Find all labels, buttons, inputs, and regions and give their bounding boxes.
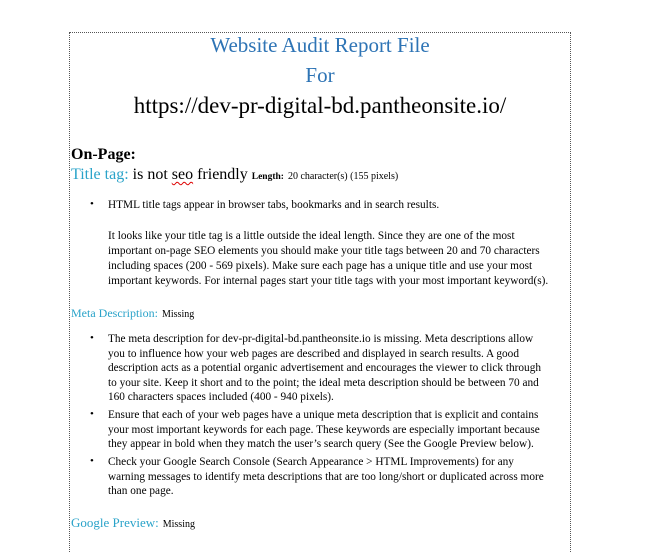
- meta-description-label: Meta Description:: [71, 306, 158, 320]
- title-tag-length-value: 20 character(s) (155 pixels): [287, 171, 399, 182]
- bullet-line: they appear in bold when they match the user’s search query (See the Google Preview below).: [108, 438, 534, 450]
- title-tag-status-post: friendly: [197, 166, 248, 183]
- bullet-dot: •: [90, 332, 94, 344]
- paragraph-line: It looks like your title tag is a little outside the ideal length. Since they are one of the most: [108, 230, 515, 242]
- bullet-line: warning messages to identify meta descriptions that are too long/short or duplicated across more: [108, 470, 544, 483]
- paragraph-line: important keywords. For internal pages start your title tags with your most important keyword(s).: [108, 275, 549, 287]
- meta-bullet-2: [108, 408, 570, 452]
- meta-description-status: Missing: [161, 309, 195, 320]
- bullet-dot: •: [90, 408, 94, 420]
- report-title-for: For: [305, 63, 335, 87]
- title-tag-paragraph: [108, 229, 568, 289]
- paragraph-line: important on-page SEO elements you should make your title tags between 20 and 70 characters: [108, 245, 540, 257]
- bullet-dot: •: [90, 455, 94, 467]
- bullet-line: to your site. Keep it short and to the point; the ideal meta description should be between 70 and: [108, 376, 539, 389]
- title-tag-bullet: HTML title tags appear in browser tabs, bookmarks and in search results.: [108, 199, 440, 211]
- document-page: [69, 32, 571, 552]
- google-preview-label: Google Preview:: [71, 515, 159, 530]
- meta-bullet-1: [108, 332, 570, 405]
- google-preview-row: [71, 514, 195, 532]
- title-tag-row: [71, 166, 398, 184]
- title-tag-status-flag: seo: [171, 166, 194, 183]
- title-tag-length-label: Length:: [251, 172, 284, 182]
- bullet-line: you to influence how your web pages are described and displayed in search results. A good: [108, 347, 519, 360]
- bullet-line: 160 characters spaces included (400 - 940 pixels).: [108, 391, 334, 403]
- meta-description-row: [71, 304, 194, 322]
- bullet-line: Check your Google Search Console (Search Appearance > HTML Improvements) for any: [108, 456, 514, 468]
- title-tag-status-pre: is not: [132, 166, 168, 183]
- report-title: Website Audit Report File: [210, 33, 430, 57]
- bullet-line: Ensure that each of your web pages have a unique meta description that is explicit and contains: [108, 409, 539, 421]
- paragraph-line: including spaces (200 - 569 pixels). Make sure each page has a unique title and use your most: [108, 260, 533, 272]
- bullet-line: description acts as a potential organic advertisement and encourages the viewer to click through: [108, 362, 541, 374]
- bullet-line: The meta description for dev-pr-digital-bd.pantheonsite.io is missing. Meta descriptions allow: [108, 333, 534, 345]
- bullet-dot: •: [90, 198, 94, 210]
- title-tag-label: Title tag:: [71, 166, 129, 183]
- meta-bullet-3: [108, 455, 570, 499]
- bullet-line: your most important keywords for each page. These keywords are especially important because: [108, 423, 540, 436]
- on-page-heading: On-Page:: [71, 146, 136, 163]
- bullet-line: than one page.: [108, 485, 174, 497]
- google-preview-status: Missing: [162, 519, 195, 530]
- report-url: https://dev-pr-digital-bd.pantheonsite.io/: [133, 93, 507, 118]
